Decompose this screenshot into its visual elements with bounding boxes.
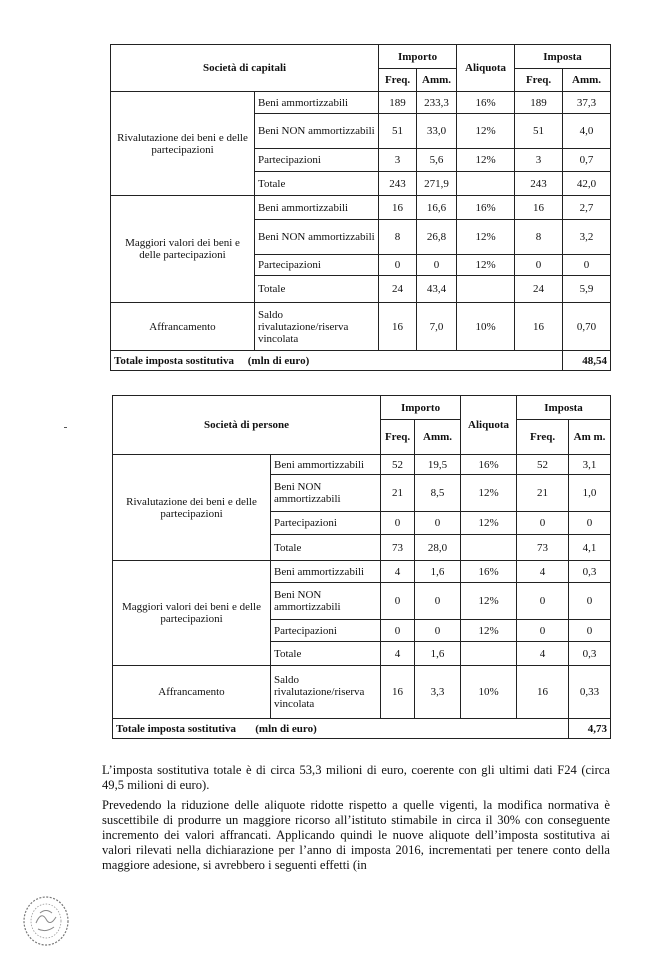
table-row [111,92,611,114]
cell-imposta-freq: 51 [515,114,563,149]
cell-amm: 43,4 [417,276,457,303]
row-item: Saldo rivalutazione/riserva vincolata [255,303,379,351]
cell-aliquota [457,172,515,196]
row-item: Totale [255,276,379,303]
header-amm: Amm. [415,420,461,455]
cell-imposta-amm: 4,0 [563,114,611,149]
cell-freq: 4 [381,642,415,666]
cell-imposta-freq: 0 [517,620,569,642]
cell-aliquota [461,642,517,666]
table-societa-persone [112,395,611,739]
header-amm: Amm. [417,69,457,92]
row-item: Totale [271,642,381,666]
cell-imposta-freq: 52 [517,455,569,475]
cell-freq: 16 [379,196,417,220]
cell-amm: 0 [415,512,461,535]
cell-imposta-freq: 0 [517,583,569,620]
row-item: Beni ammortizzabili [271,561,381,583]
cell-aliquota: 12% [461,620,517,642]
cell-freq: 0 [381,620,415,642]
cell-aliquota: 12% [461,475,517,512]
header-importo: Importo [379,45,457,69]
cell-imposta-amm: 5,9 [563,276,611,303]
table-row [111,303,611,351]
cell-aliquota: 16% [461,455,517,475]
header-amm: Am m. [569,420,611,455]
paragraph-1: L’imposta sostitutiva totale è di circa 53,3 milioni di euro, coerente con gli ultimi dati F24 (circa 49,5 milioni di euro). [102,763,610,792]
cell-aliquota: 16% [457,92,515,114]
cell-imposta-freq: 16 [515,303,563,351]
cell-imposta-freq: 243 [515,172,563,196]
cell-imposta-amm: 0 [563,255,611,276]
cell-freq: 16 [379,303,417,351]
row-item: Partecipazioni [271,512,381,535]
cell-freq: 24 [379,276,417,303]
paragraph-2: Prevedendo la riduzione delle aliquote ridotte rispetto a quelle vigenti, la modifica normativa è suscettibile di produrre un maggiore ricorso all’istituto stimabile in circa il 30% con conseguente incremento dei valori affrancati. Applicando quindi le nuove aliquote dell’imposta sostitutiva ai valori rilevati nella dichiarazione per l’anno di imposta 2016, incrementati per tenere conto della maggiore adesione, si avrebbero i seguenti effetti (in [102,798,610,872]
table-row [111,196,611,220]
table-title: Società di capitali [111,45,379,92]
cell-amm: 5,6 [417,149,457,172]
row-item: Beni ammortizzabili [255,196,379,220]
cell-freq: 189 [379,92,417,114]
table-societa-capitali [110,44,611,371]
header-imposta: Imposta [517,396,611,420]
cell-imposta-amm: 3,2 [563,220,611,255]
group-label: Affrancamento [111,303,255,351]
cell-amm: 0 [417,255,457,276]
header-aliquota: Aliquota [457,45,515,92]
cell-imposta-amm: 42,0 [563,172,611,196]
total-label-cell [113,719,569,739]
cell-imposta-freq: 16 [517,666,569,719]
cell-aliquota: 16% [457,196,515,220]
total-label: Totale imposta sostitutiva [114,354,234,367]
row-item: Beni ammortizzabili [271,455,381,475]
cell-amm: 233,3 [417,92,457,114]
cell-amm: 19,5 [415,455,461,475]
cell-aliquota: 12% [457,149,515,172]
cell-imposta-freq: 3 [515,149,563,172]
row-item: Partecipazioni [255,149,379,172]
cell-amm: 26,8 [417,220,457,255]
cell-imposta-amm: 1,0 [569,475,611,512]
cell-freq: 21 [381,475,415,512]
row-item: Beni ammortizzabili [255,92,379,114]
row-item: Beni NON ammortizzabili [255,114,379,149]
cell-freq: 243 [379,172,417,196]
total-row [113,719,611,739]
cell-imposta-amm: 0 [569,583,611,620]
cell-aliquota [457,276,515,303]
cell-imposta-freq: 0 [515,255,563,276]
header-freq: Freq. [379,69,417,92]
table-row [113,561,611,583]
stamp-seal-icon [20,893,72,949]
cell-amm: 1,6 [415,642,461,666]
total-unit: (mln di euro) [247,354,310,367]
scan-mark [64,427,67,428]
cell-amm: 16,6 [417,196,457,220]
table-title: Società di persone [113,396,381,455]
cell-imposta-freq: 16 [515,196,563,220]
cell-freq: 0 [381,512,415,535]
cell-imposta-amm: 0 [569,512,611,535]
cell-imposta-freq: 4 [517,561,569,583]
cell-freq: 4 [381,561,415,583]
cell-imposta-freq: 4 [517,642,569,666]
cell-amm: 7,0 [417,303,457,351]
header-imposta: Imposta [515,45,611,69]
cell-imposta-amm: 4,1 [569,535,611,561]
total-label-cell [111,351,563,371]
cell-freq: 3 [379,149,417,172]
cell-imposta-freq: 21 [517,475,569,512]
cell-imposta-amm: 2,7 [563,196,611,220]
group-label: Maggiori valori dei beni e delle partecipazioni [111,196,255,303]
cell-aliquota: 10% [461,666,517,719]
cell-imposta-amm: 0 [569,620,611,642]
cell-freq: 52 [381,455,415,475]
total-value: 48,54 [563,351,611,371]
cell-amm: 28,0 [415,535,461,561]
cell-freq: 8 [379,220,417,255]
row-item: Beni NON ammortizzabili [255,220,379,255]
cell-imposta-freq: 189 [515,92,563,114]
cell-freq: 16 [381,666,415,719]
cell-freq: 51 [379,114,417,149]
cell-imposta-freq: 0 [517,512,569,535]
row-item: Partecipazioni [271,620,381,642]
row-item: Beni NON ammortizzabili [271,583,381,620]
group-label: Maggiori valori dei beni e delle partecipazioni [113,561,271,666]
header-amm: Amm. [563,69,611,92]
cell-freq: 0 [381,583,415,620]
cell-imposta-amm: 0,3 [569,642,611,666]
header-importo: Importo [381,396,461,420]
cell-aliquota: 16% [461,561,517,583]
cell-aliquota: 12% [457,114,515,149]
cell-aliquota: 10% [457,303,515,351]
cell-aliquota: 12% [461,512,517,535]
cell-amm: 0 [415,620,461,642]
cell-imposta-freq: 73 [517,535,569,561]
cell-freq: 0 [379,255,417,276]
total-value: 4,73 [569,719,611,739]
cell-imposta-freq: 24 [515,276,563,303]
cell-amm: 33,0 [417,114,457,149]
total-unit: (mln di euro) [255,722,317,735]
cell-amm: 8,5 [415,475,461,512]
group-label: Rivalutazione dei beni e delle partecipazioni [111,92,255,196]
cell-amm: 271,9 [417,172,457,196]
header-freq: Freq. [515,69,563,92]
table-row [113,666,611,719]
group-label: Affrancamento [113,666,271,719]
cell-aliquota: 12% [461,583,517,620]
header-freq: Freq. [517,420,569,455]
cell-imposta-amm: 0,33 [569,666,611,719]
cell-imposta-freq: 8 [515,220,563,255]
cell-aliquota: 12% [457,220,515,255]
cell-imposta-amm: 0,3 [569,561,611,583]
group-label: Rivalutazione dei beni e delle partecipazioni [113,455,271,561]
row-item: Beni NON ammortizzabili [271,475,381,512]
row-item: Partecipazioni [255,255,379,276]
row-item: Totale [255,172,379,196]
cell-imposta-amm: 3,1 [569,455,611,475]
cell-aliquota: 12% [457,255,515,276]
cell-imposta-amm: 37,3 [563,92,611,114]
cell-freq: 73 [381,535,415,561]
cell-amm: 1,6 [415,561,461,583]
total-row [111,351,611,371]
row-item: Totale [271,535,381,561]
table-row [113,455,611,475]
cell-amm: 0 [415,583,461,620]
header-freq: Freq. [381,420,415,455]
total-label: Totale imposta sostitutiva [116,722,236,735]
cell-imposta-amm: 0,70 [563,303,611,351]
cell-aliquota [461,535,517,561]
cell-amm: 3,3 [415,666,461,719]
row-item: Saldo rivalutazione/riserva vincolata [271,666,381,719]
cell-imposta-amm: 0,7 [563,149,611,172]
header-aliquota: Aliquota [461,396,517,455]
